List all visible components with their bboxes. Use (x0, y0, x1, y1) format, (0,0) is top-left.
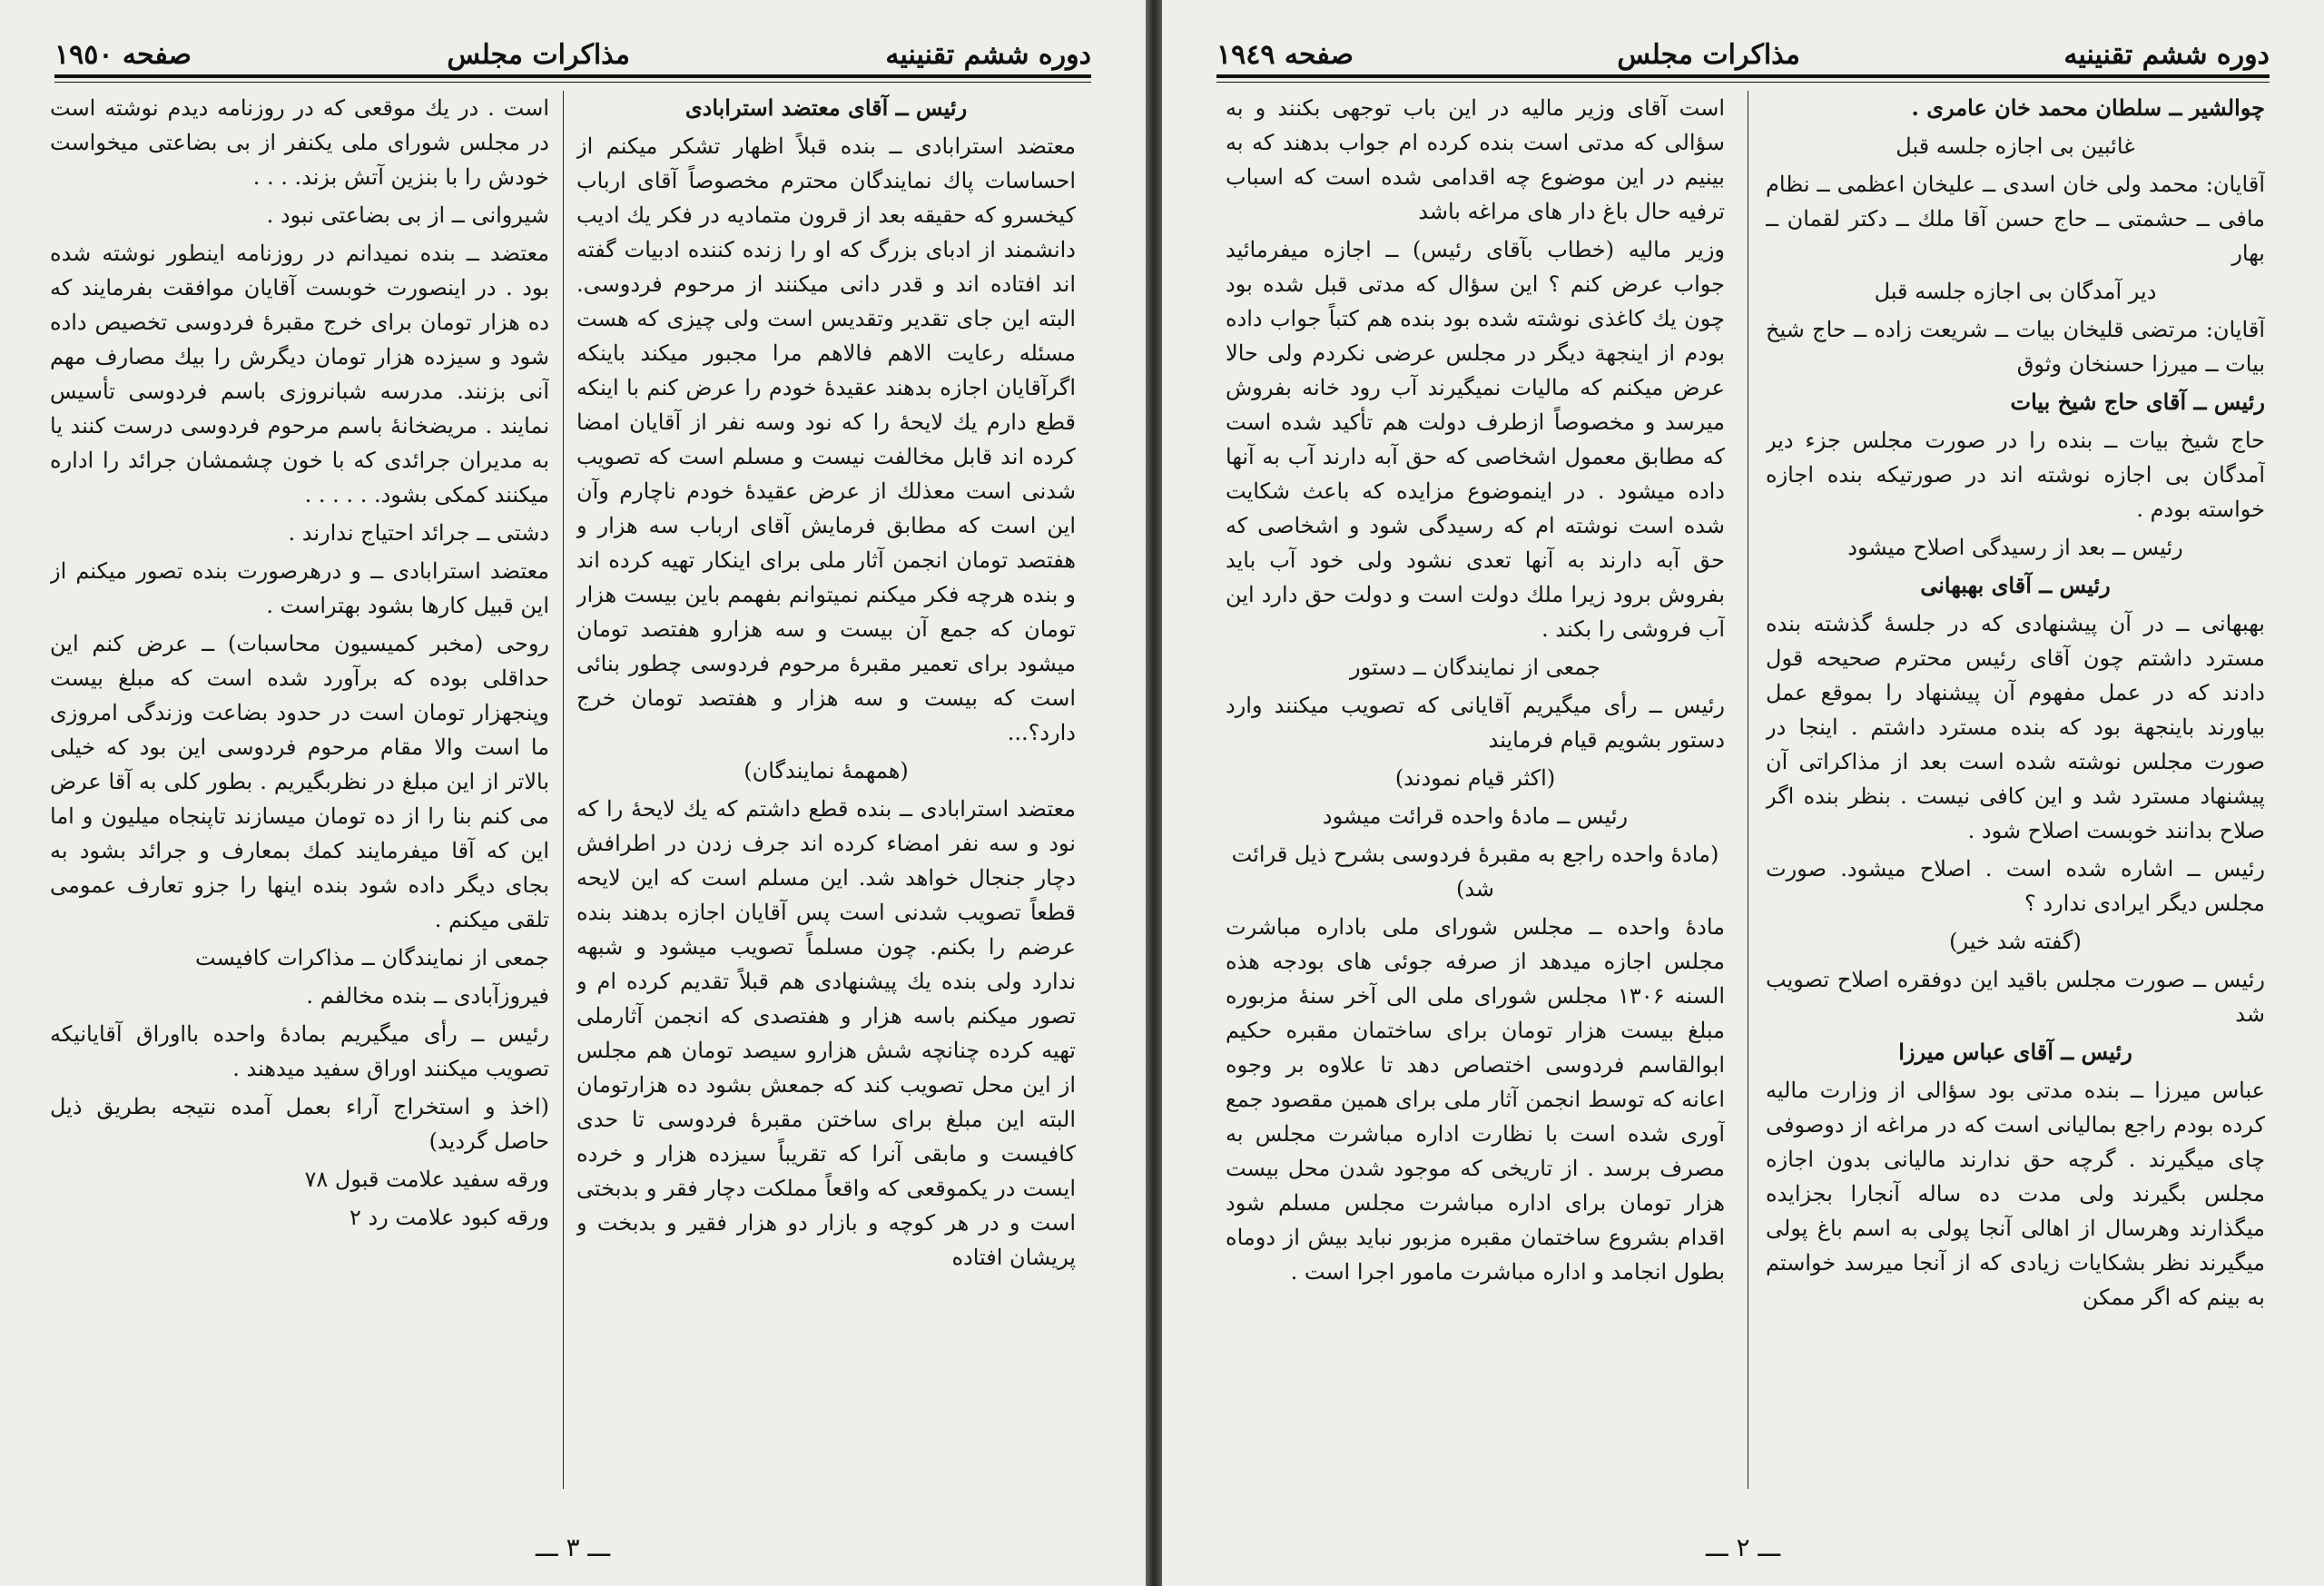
paragraph: رئيس ــ صورت مجلس باقيد اين دوفقره اصلاح تصويب شد (1766, 967, 2265, 1027)
paragraph: معتضد استرابادى ــ و درهرصورت بنده تصور ميكنم از اين قبيل كارها بشود بهتراست . (50, 558, 549, 618)
book-gutter (1146, 0, 1162, 1586)
left-page (0, 0, 1146, 1586)
left-column-left (50, 91, 549, 1507)
paragraph: چوالشير ــ سلطان محمد خان عامرى . (1911, 94, 2265, 121)
paragraph: رئيس ــ آقاى حاج شيخ بيات (2010, 389, 2265, 415)
right-page-number: صفحه ١٩٤٩ (1216, 39, 1354, 71)
paragraph: رئيس ــ آقاى بهبهانى (1920, 572, 2111, 598)
paragraph: آقايان: مرتضى قليخان بيات ــ شريعت زاده ــ حاج شيخ بيات ــ ميرزا حسنخان وثوق (1766, 317, 2265, 377)
left-column-divider (563, 91, 564, 1489)
paragraph: جمعى از نمايندگان ــ مذاكرات كافيست (195, 945, 549, 970)
paragraph: ورقه كبود علامت رد ۲ (349, 1205, 549, 1230)
left-page-footer: ـــ ۳ ـــ (535, 1532, 611, 1562)
right-header-rule (1216, 74, 2270, 78)
paragraph: رئيس ــ رأى ميگيريم آقايانى كه تصويب ميكنند وارد دستور بشويم قيام فرمايند (1226, 693, 1725, 753)
paragraph: مادهٔ واحده ــ مجلس شوراى ملى باداره مباشرت مجلس اجازه ميدهد از صرفه جوئى هاى بودجه هذه السنه ۱۳۰۶ مجلس شوراى ملى الى آخر سنهٔ مزبوره مبلغ بيست هزار تومان براى ساختمان مقبره حكيم ابوالقاسم فردوسى اختصاص دهد تا علاوه بر وجوه اعانه كه توسط انجمن آثار ملى براى همين مقصود جمع آورى شده است با نظارت اداره مباشرت مجلس به مصرف برسد . از تاريخى كه موجود شدن محل بيست هزار تومان براى اداره مباشرت مجلس مسلم شود اقدام بشروع ساختمان مقبره مزبور نبايد بيش از دوماه بطول انجامد و اداره مباشرت مامور اجرا است . (1226, 914, 1725, 1285)
right-publication-title: مذاكرات مجلس (1617, 39, 1800, 71)
paragraph: رئيس ــ رأى ميگيريم بمادهٔ واحده بااوراق آقايانيكه تصويب ميكنند اوراق سفيد ميدهند . (50, 1021, 549, 1081)
paragraph: وزير ماليه (خطاب بآقاى رئيس) ــ اجازه ميفرمائيد جواب عرض كنم ؟ اين سؤال كه مدتى قبل شده بود چون يك كاغذى نوشته شده بود بنده هم كتباً جواب داده بودم از اينجهة ديگر در مجلس عرضى نكردم ولى حالا عرض ميكنم كه ماليات نميگيرند آب رود خانه بفروش ميرسد و مخصوصاً ازطرف دولت هم تأكيد شده است كه مطابق معمول اشخاصى كه حق آبه دارند آب به آنها داده ميشود . در اينموضوع مزايده كه باعث شكايت شده است نوشته ام كه رسيدگى شود و اشخاصى كه حق آبه دارند به آنها تعدى نشود ولى خود آب بايد بفروش برود زيرا ملك دولت است و دولت حق دارد اين آب فروشى را بكند . (1226, 237, 1725, 642)
paragraph: رئيس ــ آقاى عباس ميرزا (1898, 1039, 2132, 1065)
paragraph: عباس ميرزا ــ بنده مدتى بود سؤالى از وزارت ماليه كرده بودم راجع بماليانى است كه در مراغه از دوصوفى چاى ميگيرند . گرچه حق ندارند ماليانى بدون اجازه مجلس بگيرند ولى مدت ده ساله آنجارا بجزايده ميگذارند وهرسال از اهالى آنجا پولى به اسم باغ پولى ميگيرند نظر بشكايات زيادى كه از آنجا ميرسد خواستم به بينم كه اگر ممكن (1766, 1078, 2265, 1310)
left-header-rule-thin (54, 82, 1091, 83)
right-page-header (1216, 16, 2270, 71)
paragraph: (اخذ و استخراج آراء بعمل آمده نتيجه بطريق ذيل حاصل گرديد) (50, 1094, 549, 1154)
paragraph: آقايان: محمد ولى خان اسدى ــ عليخان اعظمى ــ نظام مافى ــ حشمتى ــ حاج حسن آقا ملك ــ دكتر لقمان ــ بهار (1766, 172, 2265, 266)
paragraph: (مادهٔ واحده راجع به مقبرهٔ فردوسى بشرح ذيل قرائت شد) (1231, 842, 1719, 901)
paragraph: رئيس ــ اشاره شده است . اصلاح ميشود. صورت مجلس ديگر ايرادى ندارد ؟ (1766, 856, 2265, 916)
paragraph: است . در يك موقعى كه در روزنامه ديدم نوشته است در مجلس شوراى ملى يكنفر از بى بضاعتى ميخواست خودش را با بنزين آتش بزند. . . . (50, 95, 549, 190)
paragraph: معتضد استرابادى ــ بنده قطع داشتم كه يك لايحهٔ را كه نود و سه نفر امضاء كرده اند جرف زدن در اطرافش دچار جنجال خواهد شد. اين مسلم است كه اين لايحه قطعاً تصويب شدنى است پس آقايان اجازه بدهند بنده عرضم را بكنم. چون مسلماً تصويب ميشود و شبهه ندارد ولى بنده يك پيشنهادى هم قبلاً تقديم كرده ام و تصور ميكنم باسه هزار و هفتصدى كه انجمن آثارملى تهيه كرده چنانچه شش هزارو سيصد تومان هم مجلس از اين محل تصويب كند كه جمعش بشود ده هزارتومان البته اين مبلغ براى ساختن مقبرهٔ فردوسى تا حدى كافيست و مابقى آنرا كه تقريباً سيزده هزار و خرده ايست در يكموقعى كه واقعاً مملكت دچار فقر و بدبختى است و در هر كوچه و بازار دو هزار فقير و بدبخت و پريشان افتاده (576, 796, 1076, 1270)
paragraph: معتضد استرابادى ــ بنده قبلاً اظهار تشكر ميكنم از احساسات پاك نمايندگان محترم مخصوصاً آقاى ارباب كيخسرو كه حقيقه بعد از قرون متماديه در فكر يك اديب دانشمند از ادباى بزرگ كه او را زنده كننده ادبيات گفته اند افتاده اند و قدر دانى ميكنند از مرحوم فردوسى. البته اين جاى تقدير وتقديس است ولى چيزى كه هست مسئله رعايت الاهم فالاهم مرا مجبور ميكند باينكه اگرآقايان اجازه بدهند عقيدهٔ خودم را عرض كنم با اينكه قطع دارم يك لايحهٔ را كه نود وسه نفر از آقايان امضا كرده اند قابل مخالفت نيست و مسلم است كه تصويب شدنى است معذلك از عرض عقيدهٔ خودم ناچارم وآن اين است كه مطابق فرمايش آقاى ارباب سه هزار و هفتصد تومان انجمن آثار ملى براى اينكار تهيه كرده اند و بنده هرچه فكر ميكنم نميتوانم بفهمم باين بيست هزار تومان كه جمع آن بيست و سه هزارو هفتصد تومان ميشود براى تعمير مقبرهٔ مرحوم فردوسى چطور بنائى است كه بيست و سه هزار و هفتصد تومان خرج دارد؟... (576, 133, 1076, 745)
paragraph: است آقاى وزير ماليه در اين باب توجهى بكنند و به سؤالى كه مدتى است بنده كرده ام جواب بدهند كه به بينيم در اين موضوع چه اقدامى شده است كه اسباب ترفيه حال باغ دار هاى مراغه باشد (1226, 95, 1725, 224)
right-column-left (1226, 91, 1725, 1507)
right-page-footer: ـــ ۲ ـــ (1705, 1532, 1781, 1562)
paragraph: روحى (مخبر كميسيون محاسبات) ــ عرض كنم اين حداقلى بوده كه برآورد شده است كه مبلغ بيست وپنجهزار تومان است در حدود بضاعت وزندگى امروزى ما است والا مقام مرحوم فردوسى اين بود كه خيلى بالاتر از اين مبلغ در نظربگيريم . بطور كلى به آقا عرض مى كنم بنا را از ده تومان ميسازند تاپنجاه ميليون و اما اين كه آقا ميفرمايند كمك بمعارف و جرائد بشود به بجاى ديگر داده شود بنده اينها را جزو تعارف عمومى تلقى ميكنم . (50, 631, 549, 932)
paragraph: رئيس ــ مادهٔ واحده قرائت ميشود (1322, 803, 1629, 829)
paragraph: ورقه سفيد علامت قبول ۷۸ (304, 1167, 549, 1192)
right-header-rule-thin (1216, 82, 2270, 83)
paragraph: (گفته شد خير) (1949, 929, 2082, 954)
paragraph: رئيس ــ آقاى معتضد استرابادى (684, 94, 968, 121)
paragraph: دير آمدگان بى اجازه جلسه قبل (1874, 279, 2157, 304)
left-column-right (576, 91, 1076, 1507)
right-page (1162, 0, 2324, 1586)
right-session-period: دوره ششم تقنينيه (2063, 39, 2270, 71)
left-session-period: دوره ششم تقنينيه (885, 39, 1091, 71)
paragraph: بهبهانى ــ در آن پيشنهادى كه در جلسهٔ گذشته بنده مسترد داشتم چون آقاى رئيس محترم صحيحه قول دادند كه در عمل مفهوم آن پيشنهاد را بموقع عمل بياورند باينجهة بود كه بنده مسترد داشتم . اينجا در صورت مجلس نوشته شده است بعد از مذاكراتى آن پيشنهاد مسترد شد و اين كافى نيست . بنظر بنده اگر صلاح بدانند خوبست اصلاح شود . (1766, 611, 2265, 843)
left-header-rule (54, 74, 1091, 78)
paragraph: فيروزآبادى ــ بنده مخالفم . (306, 983, 549, 1009)
paragraph: غائبين بى اجازه جلسه قبل (1896, 133, 2135, 159)
paragraph: حاج شيخ بيات ــ بنده را در صورت مجلس جزء دير آمدگان بى اجازه نوشته اند در صورتيكه بنده اجازه خواسته بودم . (1766, 428, 2265, 522)
paragraph: دشتى ــ جرائد احتياج ندارند . (288, 520, 549, 546)
paragraph: جمعى از نمايندگان ــ دستور (1350, 655, 1600, 680)
paragraph: (همهمهٔ نمايندگان) (743, 758, 909, 783)
left-page-number: صفحه ١٩٥٠ (54, 39, 192, 71)
paragraph: شيروانى ــ از بى بضاعتى نبود . (266, 202, 549, 228)
paragraph: (اكثر قيام نمودند) (1394, 765, 1556, 791)
right-column-right (1766, 91, 2265, 1507)
left-publication-title: مذاكرات مجلس (447, 39, 630, 71)
paragraph: رئيس ــ بعد از رسيدگى اصلاح ميشود (1847, 535, 2183, 560)
paragraph: معتضد ــ بنده نميدانم در روزنامه اينطور نوشته شده بود . در اينصورت خوبست آقايان موافقت بفرمايند كه ده هزار تومان براى خرج مقبرهٔ فردوسى تخصيص داده شود و سيزده هزار تومان ديگرش را بيك مصارف مهم آنى بزنند. مدرسه شبانروزى باسم فردوسى تأسيس نمايند . مريضخانهٔ باسم مرحوم فردوسى درست كنند يا به مديران جرائدى كه با خون چشمشان جرائد را اداره ميكنند كمكى بشود. . . . . . (50, 241, 549, 507)
left-page-header (54, 16, 1091, 71)
